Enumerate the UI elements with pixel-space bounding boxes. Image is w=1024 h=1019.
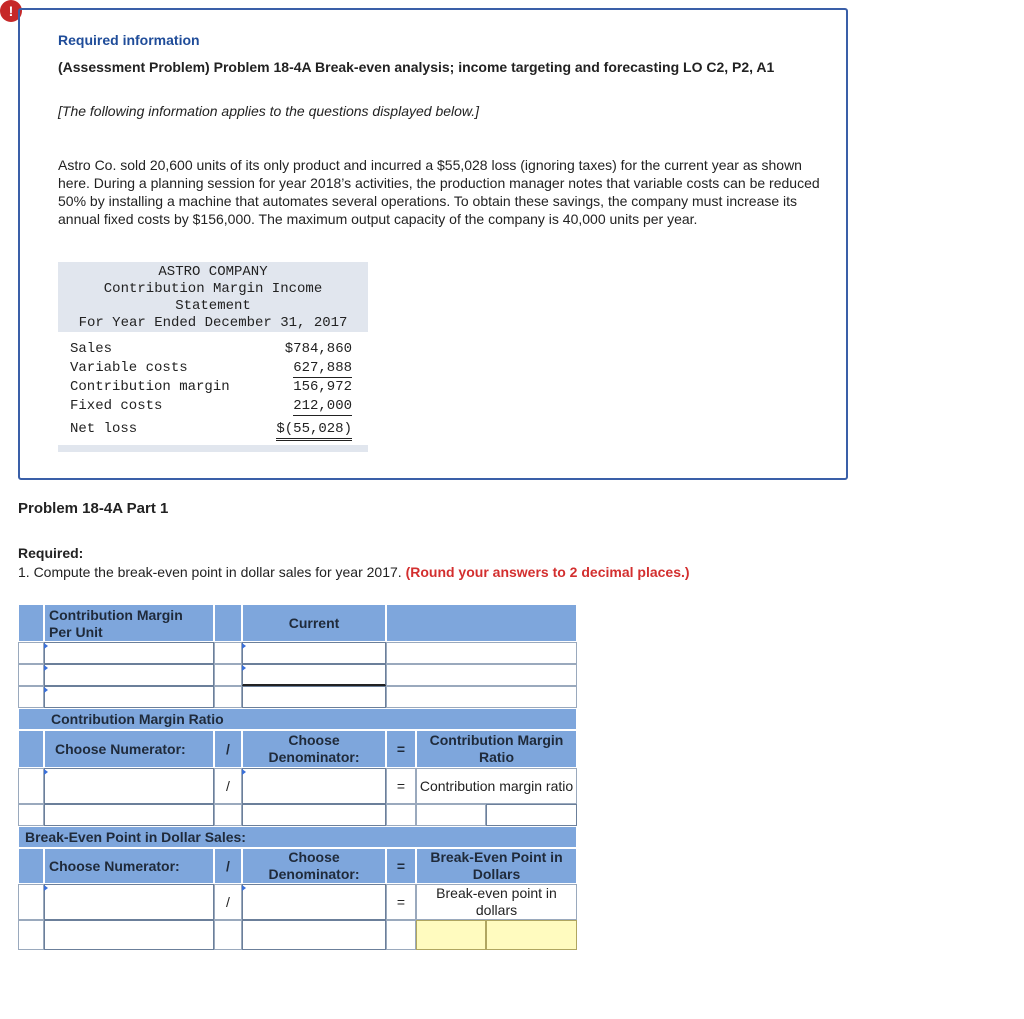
statement-row-variable-costs xyxy=(58,359,368,377)
row-value: 156,972 xyxy=(293,379,352,395)
equals-sign: = xyxy=(386,768,416,804)
equals-sign: = xyxy=(386,848,416,884)
cm-per-unit-label-select-1[interactable] xyxy=(44,642,214,664)
grid-header-spacer xyxy=(18,604,44,642)
divide-sign: / xyxy=(214,848,242,884)
statement-header xyxy=(58,262,368,332)
grid-cell xyxy=(386,920,416,950)
cm-ratio-result-label: Contribution margin ratio xyxy=(416,768,577,804)
equals-sign: = xyxy=(386,884,416,920)
current-input-2[interactable] xyxy=(242,664,386,686)
choose-numerator-header: Choose Numerator: xyxy=(44,730,214,768)
grid-cell xyxy=(18,768,44,804)
bep-denominator-input[interactable] xyxy=(242,920,386,950)
grid-header-spacer xyxy=(18,848,44,884)
bep-numerator-input[interactable] xyxy=(44,920,214,950)
dropdown-marker-icon xyxy=(44,687,48,693)
cm-per-unit-label-select-2[interactable] xyxy=(44,664,214,686)
grid-cell xyxy=(386,642,577,664)
required-label: Required: xyxy=(18,545,84,561)
grid-cell xyxy=(18,804,44,826)
grid-cell xyxy=(18,664,44,686)
grid-cell xyxy=(386,686,577,708)
cm-ratio-answer-input[interactable] xyxy=(486,804,577,826)
grid-cell xyxy=(416,804,486,826)
scenario-text: Astro Co. sold 20,600 units of its only product and incurred a $55,028 loss (ignoring taxes) for the current year as shown here. During a planning session for year 2018’s activities, the production manager notes that variable costs can be reduced 50% by installing a machine that automates several operations. To obtain these savings, the company must increase its annual fixed costs by $156,000. The maximum output capacity of the company is 40,000 units per year. xyxy=(58,157,820,227)
statement-period: For Year Ended December 31, 2017 xyxy=(78,315,348,331)
grid-cell xyxy=(214,686,242,708)
statement-row-net-loss xyxy=(58,420,368,438)
choose-denominator-header: Choose Denominator: xyxy=(242,848,386,884)
row-value: 212,000 xyxy=(293,398,352,414)
cm-per-unit-header: Contribution Margin Per Unit xyxy=(44,604,214,642)
cm-ratio-numerator-input[interactable] xyxy=(44,804,214,826)
grid-cell xyxy=(214,804,242,826)
required-information-panel xyxy=(18,8,848,480)
dropdown-marker-icon xyxy=(44,885,48,891)
bep-result-label: Break-even point in dollars xyxy=(416,884,577,920)
statement-company: ASTRO COMPANY xyxy=(158,264,268,280)
bep-result-header: Break-Even Point in Dollars xyxy=(416,848,577,884)
divide-sign: / xyxy=(214,730,242,768)
dropdown-marker-icon xyxy=(242,643,246,649)
grid-cell xyxy=(214,920,242,950)
problem-title: (Assessment Problem) Problem 18-4A Break-even analysis; income targeting and forecasting LO C2, P2, A1 xyxy=(58,59,775,75)
statement-title-line2: Statement xyxy=(175,298,251,314)
task-text xyxy=(18,564,690,580)
statement-row-sales xyxy=(58,340,368,358)
cm-per-unit-label-select-3[interactable] xyxy=(44,686,214,708)
grid-header-spacer xyxy=(18,730,44,768)
part-title: Problem 18-4A Part 1 xyxy=(18,500,169,517)
divide-sign: / xyxy=(214,884,242,920)
statement-title-line1: Contribution Margin Income xyxy=(103,281,323,297)
grid-header-spacer xyxy=(214,604,242,642)
current-input-3[interactable] xyxy=(242,686,386,708)
bep-denominator-select[interactable] xyxy=(242,884,386,920)
cm-ratio-denominator-select[interactable] xyxy=(242,768,386,804)
task-instruction: 1. Compute the break-even point in dollar sales for year 2017. xyxy=(18,564,402,580)
row-label: Net loss xyxy=(70,421,138,437)
divide-sign: / xyxy=(214,768,242,804)
grid-cell xyxy=(18,642,44,664)
grid-cell xyxy=(214,642,242,664)
row-label: Fixed costs xyxy=(70,398,163,414)
grid-cell xyxy=(386,664,577,686)
row-value: $784,860 xyxy=(284,341,352,357)
dropdown-marker-icon xyxy=(242,665,246,671)
bep-section-header: Break-Even Point in Dollar Sales: xyxy=(18,826,577,848)
bep-answer-input-left[interactable] xyxy=(416,920,486,950)
rounding-hint: (Round your answers to 2 decimal places.) xyxy=(405,564,690,580)
dropdown-marker-icon xyxy=(44,665,48,671)
cm-ratio-result-header: Contribution Margin Ratio xyxy=(416,730,577,768)
bep-answer-input-right[interactable] xyxy=(486,920,577,950)
row-label: Sales xyxy=(70,341,113,357)
grid-cell xyxy=(214,664,242,686)
row-value: 627,888 xyxy=(293,360,352,376)
grid-cell xyxy=(386,804,416,826)
income-statement xyxy=(58,262,368,452)
choose-numerator-header: Choose Numerator: xyxy=(44,848,214,884)
statement-row-fixed-costs xyxy=(58,397,368,415)
grid-cell xyxy=(18,686,44,708)
required-info-heading: Required information xyxy=(58,32,200,48)
alert-icon: ! xyxy=(0,0,22,22)
statement-row-contribution-margin xyxy=(58,378,368,396)
equals-sign: = xyxy=(386,730,416,768)
row-label: Variable costs xyxy=(70,360,188,376)
choose-denominator-header: Choose Denominator: xyxy=(242,730,386,768)
current-input-1[interactable] xyxy=(242,642,386,664)
row-value: $(55,028) xyxy=(276,420,352,441)
grid-cell xyxy=(18,920,44,950)
bep-numerator-select[interactable] xyxy=(44,884,214,920)
grid-cell xyxy=(18,884,44,920)
current-header: Current xyxy=(242,604,386,642)
cm-ratio-section-header: Contribution Margin Ratio xyxy=(18,708,577,730)
dropdown-marker-icon xyxy=(44,643,48,649)
dropdown-marker-icon xyxy=(242,769,246,775)
dropdown-marker-icon xyxy=(242,885,246,891)
cm-ratio-denominator-input[interactable] xyxy=(242,804,386,826)
cm-ratio-numerator-select[interactable] xyxy=(44,768,214,804)
row-label: Contribution margin xyxy=(70,379,230,395)
applies-note: [The following information applies to the questions displayed below.] xyxy=(58,103,480,119)
statement-footer-bar xyxy=(58,445,368,452)
dropdown-marker-icon xyxy=(44,769,48,775)
grid-header-spacer xyxy=(386,604,577,642)
